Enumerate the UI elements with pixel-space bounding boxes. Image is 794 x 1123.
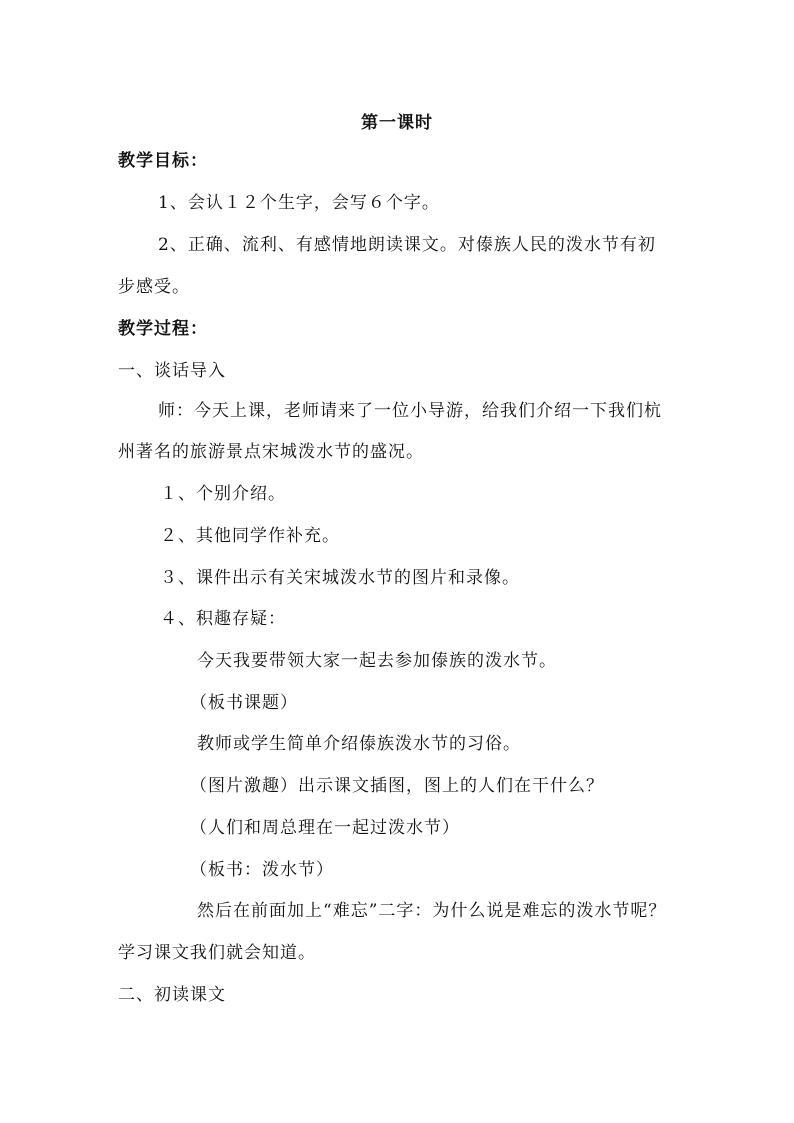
sub-item-5: （人们和周总理在一起过泼水节） xyxy=(190,818,460,838)
process-heading: 教学过程： xyxy=(118,319,208,339)
objective-item-2-line-2: 步感受。 xyxy=(118,277,190,297)
section-heading-1: 一、谈话导入 xyxy=(118,361,226,381)
objectives-heading: 教学目标： xyxy=(118,151,208,171)
step-item-2: ２、其他同学作补充。 xyxy=(160,526,340,546)
section-heading-2: 二、初读课文 xyxy=(118,985,226,1005)
teacher-paragraph-line-2: 州著名的旅游景点宋城泼水节的盛况。 xyxy=(118,442,424,462)
step-item-3: ３、课件出示有关宋城泼水节的图片和录像。 xyxy=(160,568,520,588)
sub-item-7-line-1: 然后在前面加上“难忘”二字：为什么说是难忘的泼水节呢？ xyxy=(197,901,667,921)
sub-item-6: （板书：泼水节） xyxy=(190,860,334,880)
sub-item-2: （板书课题） xyxy=(190,693,298,713)
sub-item-3: 教师或学生简单介绍傣族泼水节的习俗。 xyxy=(197,734,521,754)
teacher-paragraph-line-1: 师：今天上课，老师请来了一位小导游，给我们介绍一下我们杭 xyxy=(158,401,662,421)
objective-item-2-line-1: 2、正确、流利、有感情地朗读课文。对傣族人民的泼水节有初 xyxy=(158,235,656,255)
sub-item-7-line-2: 学习课文我们就会知道。 xyxy=(118,943,316,963)
lesson-title: 第一课时 xyxy=(361,113,433,133)
objective-item-1: 1、会认１２个生字，会写６个字。 xyxy=(158,193,440,213)
sub-item-4: （图片激趣）出示课文插图，图上的人们在干什么？ xyxy=(190,776,604,796)
step-item-4: ４、积趣存疑： xyxy=(160,609,286,629)
step-item-1: １、个别介绍。 xyxy=(160,484,286,504)
sub-item-1: 今天我要带领大家一起去参加傣族的泼水节。 xyxy=(197,651,557,671)
